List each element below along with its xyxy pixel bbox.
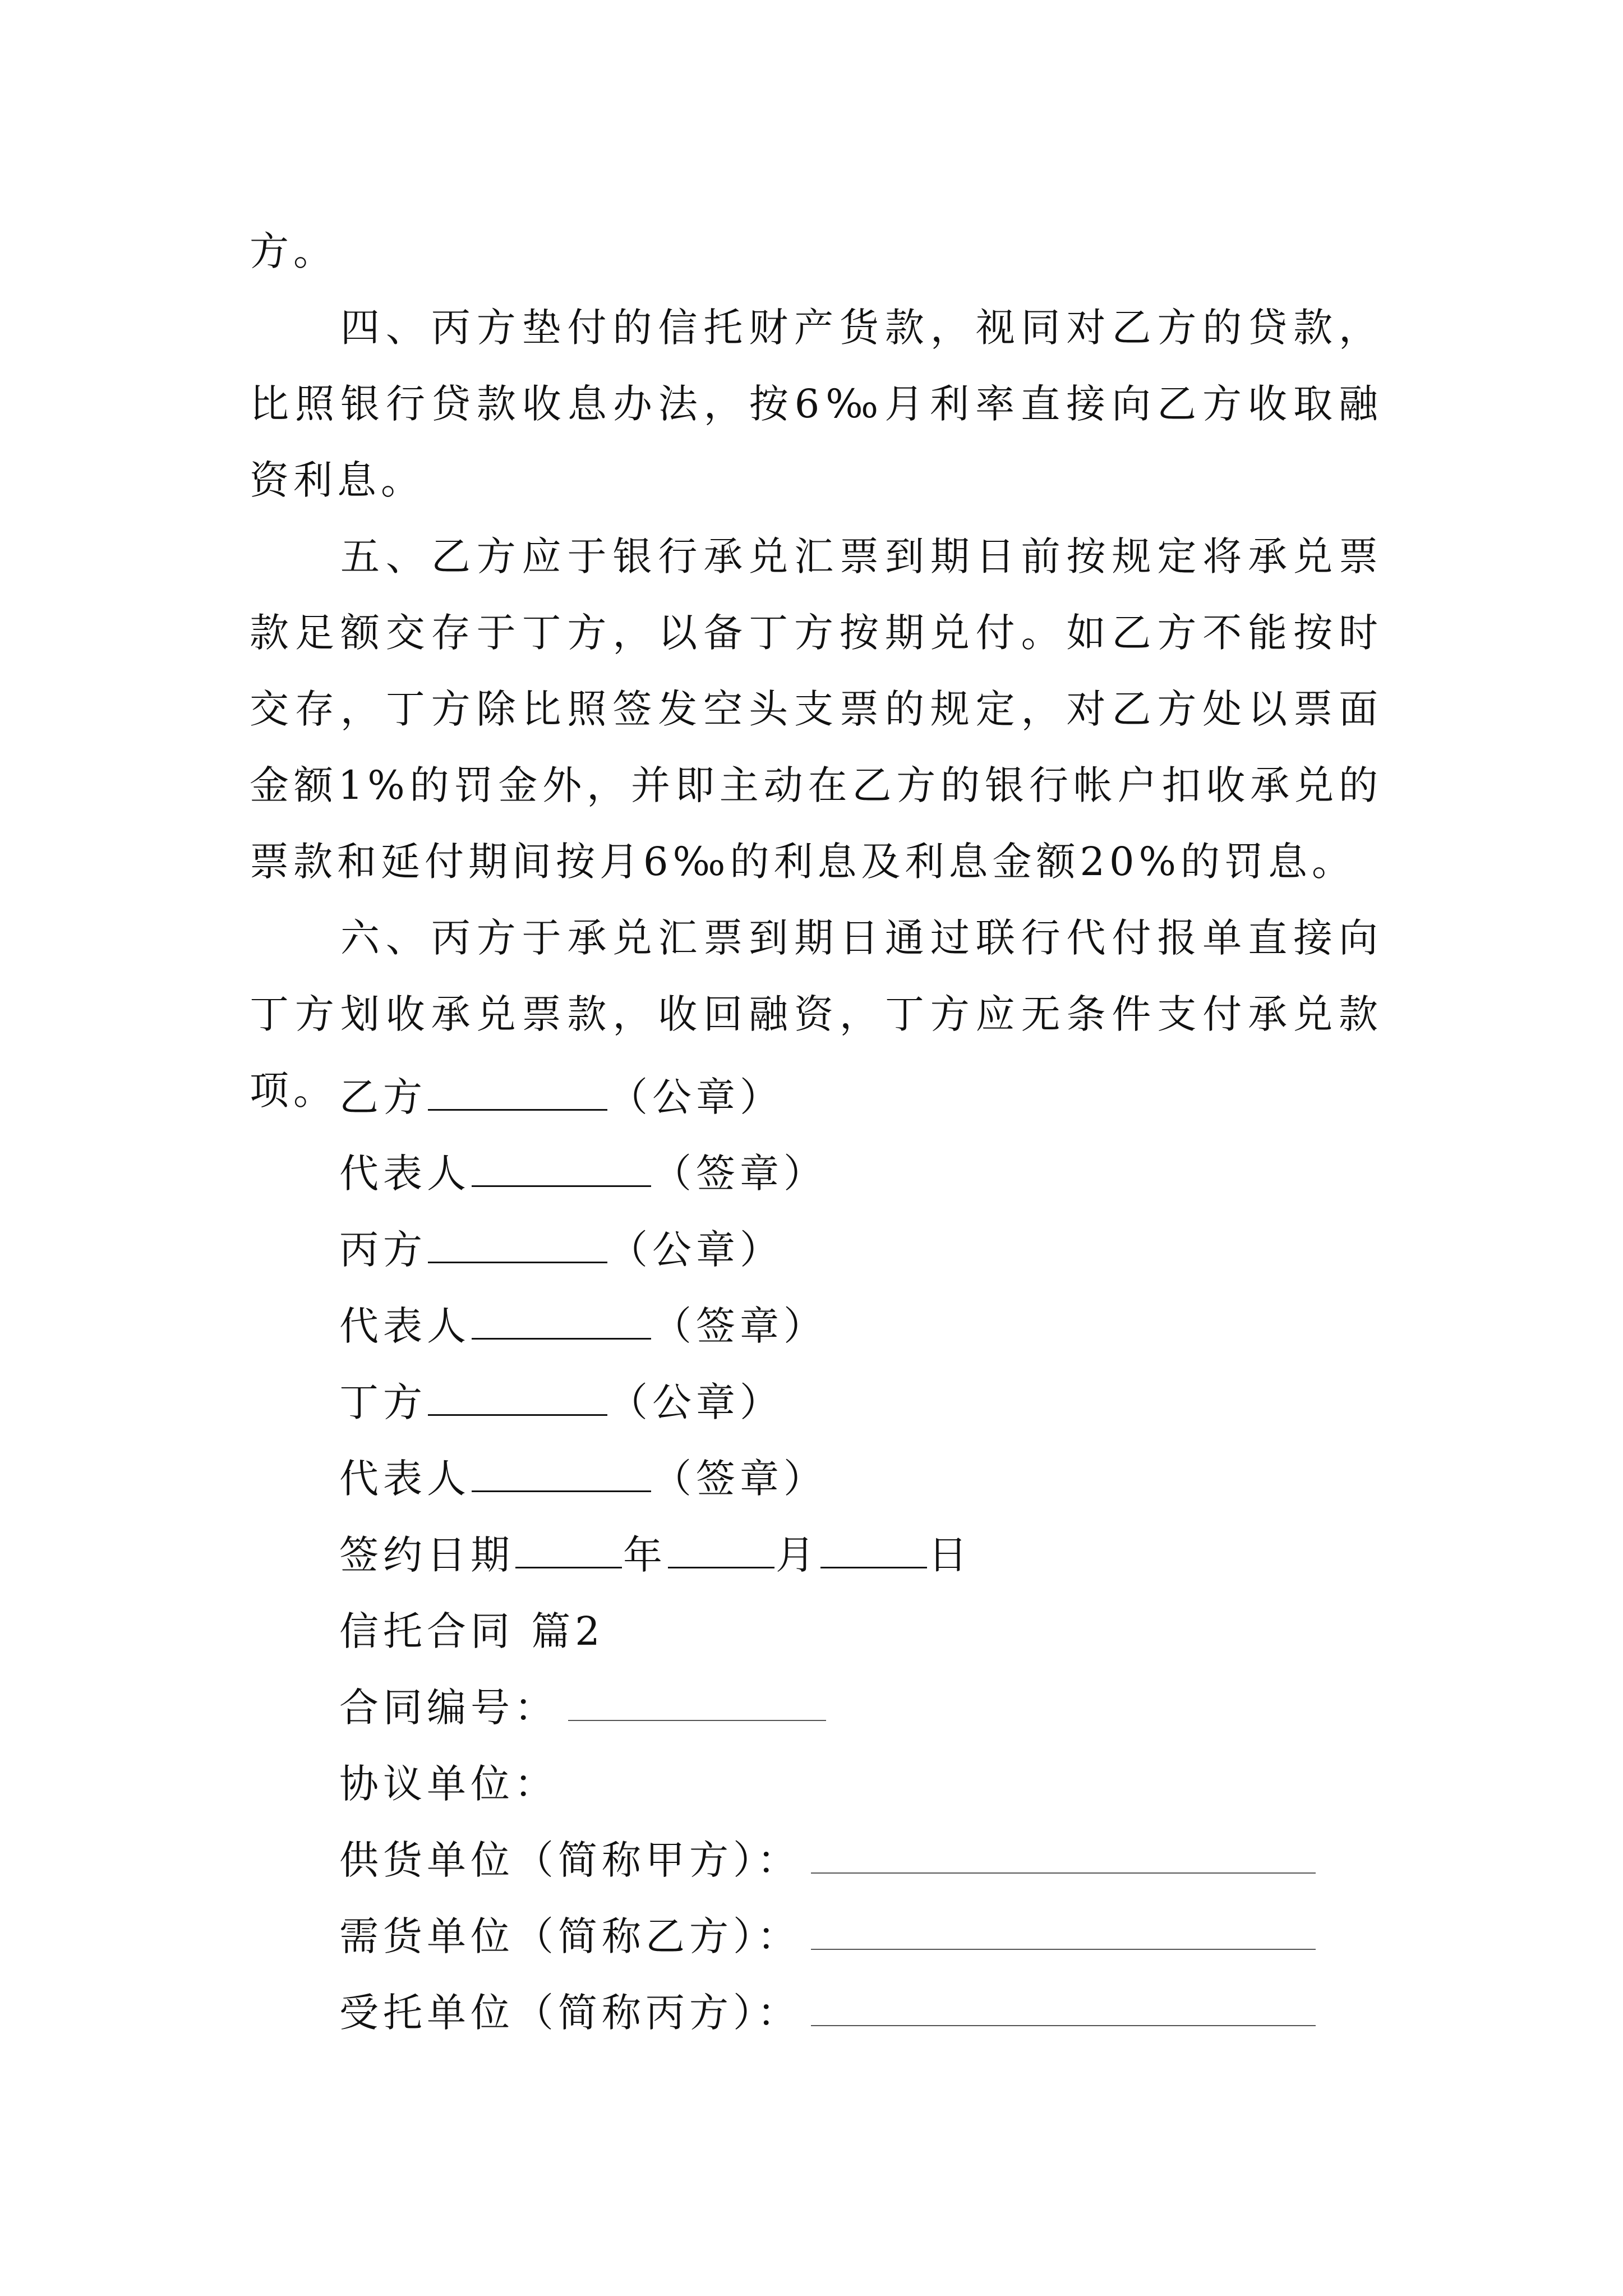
seal-note: （签章） (652, 1303, 827, 1349)
contract-body (250, 213, 1382, 1129)
signature-label: 乙方 (339, 1074, 427, 1120)
paragraph-continuation: 方。 (250, 228, 337, 274)
seal-note: （签章） (652, 1456, 827, 1502)
supplier-blank (811, 1839, 1316, 1874)
signature-line-rep-c (339, 1288, 1405, 1364)
contract-number-line (339, 1669, 1405, 1746)
parties-label: 协议单位： (339, 1761, 558, 1807)
signature-label: 丙方 (339, 1227, 427, 1273)
signature-blank (472, 1457, 651, 1492)
supplier-label: 供货单位（简称甲方）： (339, 1837, 801, 1883)
signature-blank (428, 1228, 607, 1263)
year-label: 年 (623, 1532, 667, 1578)
signature-label: 代表人 (339, 1303, 471, 1349)
clause-4: 四、丙方垫付的信托财产货款，视同对乙方的贷款，比照银行贷款收息办法，按6‰月利率直接向乙方收取融资利息。 (250, 305, 1382, 503)
seal-note: （公章） (608, 1379, 783, 1425)
seal-note: （公章） (608, 1074, 783, 1120)
seal-note: （公章） (608, 1227, 783, 1273)
contract-number-label: 合同编号： (339, 1685, 558, 1731)
clause-6: 六、丙方于承兑汇票到期日通过联行代付报单直接向丁方划收承兑票款，收回融资，丁方应无条件支付承兑款项。 (250, 915, 1382, 1114)
signature-blank (428, 1381, 607, 1416)
signature-label: 代表人 (339, 1456, 471, 1502)
day-blank (820, 1533, 927, 1568)
signature-line-rep-d (339, 1441, 1405, 1517)
section-2-title: 信托合同 篇2 (339, 1608, 605, 1654)
signature-label: 代表人 (339, 1151, 471, 1197)
trustee-line (339, 1975, 1405, 2051)
sign-date-line (339, 1517, 1405, 1593)
contract-number-blank (568, 1686, 826, 1721)
signature-blank (428, 1075, 607, 1111)
year-blank (515, 1533, 622, 1568)
signature-line-party-b (339, 1059, 1405, 1135)
seal-note: （签章） (652, 1151, 827, 1197)
signature-blank (472, 1304, 651, 1340)
clause-5: 五、乙方应于银行承兑汇票到期日前按规定将承兑票款足额交存于丁方，以备丁方按期兑付。如乙方不能按时交存，丁方除比照签发空头支票的规定，对乙方处以票面金额1%的罚金外，并即主动在乙方的银行帐户扣收承兑的票款和延付期间按月6‰的利息及利息金额20%的罚息。 (250, 533, 1382, 885)
buyer-line (339, 1898, 1405, 1975)
trustee-blank (811, 1991, 1316, 2026)
month-blank (668, 1533, 774, 1568)
signature-line-rep-b (339, 1135, 1405, 1212)
signature-blank (472, 1152, 651, 1187)
sign-date-label: 签约日期 (339, 1532, 514, 1578)
month-label: 月 (776, 1532, 819, 1578)
day-label: 日 (928, 1532, 972, 1578)
signature-line-party-d (339, 1364, 1405, 1441)
signature-block (339, 1059, 1405, 2051)
supplier-line (339, 1822, 1405, 1898)
buyer-blank (811, 1915, 1316, 1950)
buyer-label: 需货单位（简称乙方）： (339, 1913, 801, 1959)
signature-label: 丁方 (339, 1379, 427, 1425)
signature-line-party-c (339, 1212, 1405, 1288)
trustee-label: 受托单位（简称丙方）： (339, 1990, 801, 2036)
